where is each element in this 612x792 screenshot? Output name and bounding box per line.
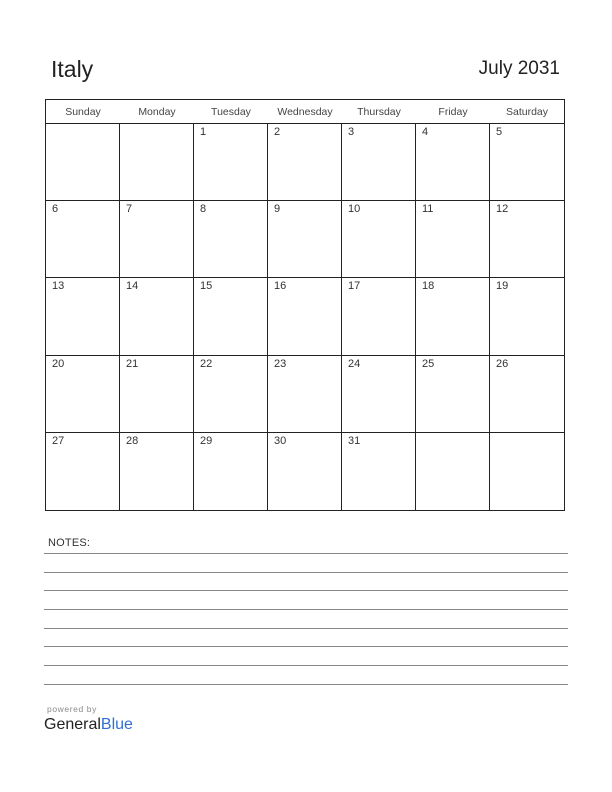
- weekday-thursday: Thursday: [357, 106, 401, 118]
- day-number: 7: [126, 203, 133, 216]
- weekday-header: [46, 100, 564, 124]
- day-number: 26: [496, 357, 509, 370]
- day-cell: [490, 278, 564, 355]
- note-line: [44, 665, 568, 666]
- day-cell: [268, 278, 342, 355]
- brand-name: [44, 716, 133, 734]
- day-number: 18: [422, 280, 435, 293]
- day-cell: [342, 356, 416, 433]
- day-number: 11: [422, 203, 434, 216]
- country-title: Italy: [51, 56, 94, 82]
- day-number: 4: [422, 126, 429, 138]
- day-number: 1: [200, 126, 207, 138]
- day-number: 24: [348, 357, 361, 370]
- day-number: 6: [52, 203, 59, 216]
- day-cell: [268, 201, 342, 278]
- day-cell: [46, 433, 120, 510]
- day-number: 12: [496, 203, 509, 216]
- notes-label: NOTES:: [48, 537, 91, 549]
- brand-general-text: General: [44, 716, 101, 733]
- weekday-saturday: Saturday: [505, 106, 549, 118]
- day-cell: [490, 124, 564, 201]
- day-cell: [46, 201, 120, 278]
- day-number: 10: [348, 203, 361, 216]
- day-cell: [268, 433, 342, 510]
- weekday-monday: Monday: [138, 106, 176, 118]
- brand-blue-text: Blue: [100, 716, 133, 733]
- day-cell: [194, 124, 268, 201]
- day-cell: [46, 278, 120, 355]
- day-cell: [342, 201, 416, 278]
- powered-by-text: powered by: [47, 704, 97, 714]
- note-line: [44, 572, 568, 573]
- day-cell: [490, 433, 564, 510]
- day-number: 31: [348, 434, 361, 447]
- day-cell: [120, 124, 194, 201]
- note-line: [44, 609, 568, 610]
- day-cell: [120, 433, 194, 510]
- day-number: 17: [348, 280, 361, 293]
- day-cell: [342, 433, 416, 510]
- day-number: 27: [52, 434, 65, 447]
- day-number: 23: [274, 357, 287, 370]
- note-line: [44, 646, 568, 647]
- day-number: 9: [274, 203, 281, 216]
- day-number: 16: [274, 280, 287, 293]
- day-cell: [342, 278, 416, 355]
- day-number: 28: [126, 434, 139, 447]
- day-cell: [490, 356, 564, 433]
- weekday-friday: Friday: [438, 106, 468, 118]
- month-year-title: July 2031: [478, 58, 560, 79]
- calendar-grid: [45, 99, 565, 511]
- generalblue-logo: [44, 704, 133, 734]
- day-cell: [416, 201, 490, 278]
- day-number: 15: [200, 280, 213, 293]
- day-cell: [194, 201, 268, 278]
- day-cell: [416, 356, 490, 433]
- day-number: 29: [200, 434, 213, 447]
- day-number: 19: [496, 280, 509, 293]
- day-number: 13: [52, 280, 65, 293]
- day-cell: [120, 278, 194, 355]
- day-number: 30: [274, 434, 287, 447]
- day-number: 25: [422, 357, 435, 370]
- day-cell: [194, 356, 268, 433]
- calendar-body: [46, 124, 564, 510]
- note-line: [44, 553, 568, 554]
- day-cell: [268, 356, 342, 433]
- day-number: 3: [348, 126, 355, 138]
- day-cell: [120, 201, 194, 278]
- day-cell: [46, 124, 120, 201]
- day-cell: [194, 433, 268, 510]
- note-line: [44, 590, 568, 591]
- day-number: 14: [126, 280, 139, 293]
- day-cell: [46, 356, 120, 433]
- day-cell: [268, 124, 342, 201]
- weekday-sunday: Sunday: [65, 106, 101, 118]
- day-cell: [416, 433, 490, 510]
- day-number: 21: [126, 357, 139, 370]
- day-cell: [416, 278, 490, 355]
- weekday-wednesday: Wednesday: [277, 106, 333, 118]
- day-number: 5: [496, 126, 503, 138]
- day-cell: [416, 124, 490, 201]
- weekday-tuesday: Tuesday: [211, 106, 251, 118]
- day-cell: [342, 124, 416, 201]
- day-cell: [120, 356, 194, 433]
- note-line: [44, 628, 568, 629]
- note-line: [44, 684, 568, 685]
- day-number: 22: [200, 357, 213, 370]
- day-number: 2: [274, 126, 281, 138]
- day-number: 8: [200, 203, 207, 216]
- day-cell: [490, 201, 564, 278]
- day-cell: [194, 278, 268, 355]
- day-number: 20: [52, 357, 65, 370]
